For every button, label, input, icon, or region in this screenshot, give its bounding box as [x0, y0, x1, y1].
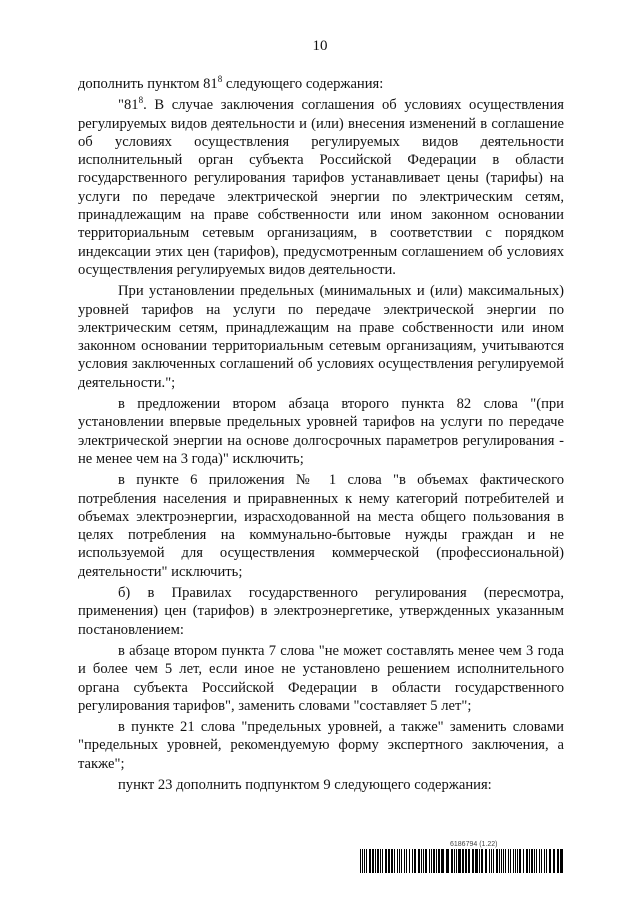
paragraph-text: следующего содержания: [222, 76, 384, 92]
barcode-bar [510, 849, 511, 873]
superscript: 8 [138, 95, 144, 106]
barcode-bar [475, 849, 478, 873]
barcode-bar [382, 849, 383, 873]
barcode-bar [362, 849, 363, 873]
barcode-bar [375, 849, 376, 873]
barcode-bar [508, 849, 509, 873]
barcode-bar [479, 849, 480, 873]
barcode-bar [546, 849, 547, 873]
paragraph [78, 395, 564, 468]
barcode-bar [385, 849, 387, 873]
barcode-bar [394, 849, 395, 873]
paragraph [78, 471, 564, 581]
barcode-bar [496, 849, 498, 873]
barcode-bar [519, 849, 521, 873]
barcode-bar [544, 849, 545, 873]
paragraph [78, 96, 564, 279]
barcode-bar [418, 849, 420, 873]
barcode-bar [515, 849, 516, 873]
barcode-bar [429, 849, 430, 873]
document-code: 6186794 (1.22) [450, 841, 498, 848]
barcode-bar [531, 849, 533, 873]
paragraph-text: пункт 23 дополнить подпунктом 9 следующего содержания: [118, 776, 492, 793]
paragraph-text: в предложении втором абзаца второго пункта 82 слова "(при установлении впервые предельных уровней тарифов на услуги по передаче электрической энергии на основе долгосрочных параметров регулирования - не менее чем на 3 года)" исключить; [78, 396, 564, 467]
barcode-bar [499, 849, 500, 873]
document-footer [360, 840, 565, 873]
barcode-bar [425, 849, 427, 873]
barcode-bar [438, 849, 440, 873]
paragraph [78, 584, 564, 639]
barcode-bar [481, 849, 483, 873]
paragraph [78, 75, 564, 93]
barcode-bar [541, 849, 542, 873]
barcode-bar [472, 849, 474, 873]
barcode-bar [454, 849, 455, 873]
barcode-bar [401, 849, 402, 873]
barcode-bar [468, 849, 470, 873]
barcode-bar [433, 849, 435, 873]
barcode [360, 849, 565, 873]
barcode-bar [431, 849, 432, 873]
paragraph-text: дополнить пунктом 81 [78, 76, 218, 92]
barcode-bar [360, 849, 361, 873]
barcode-bar [446, 849, 449, 873]
superscript: 8 [217, 74, 223, 85]
paragraph [78, 718, 564, 773]
barcode-bar [391, 849, 393, 873]
paragraph-text: в пункте 6 приложения № 1 слова "в объемах фактического потребления населения и приравненных к нему категорий потребителей и объемах электроэнергии, израсходованной на места общего пользования в целях потребления на коммунально-бытовые нужды граждан и не используемой для осуществления коммерческой (профессиональной) деятельности" исключить; [78, 472, 564, 580]
document-body [78, 75, 564, 797]
barcode-bar [557, 849, 559, 873]
paragraph [78, 776, 564, 794]
barcode-bar [513, 849, 514, 873]
barcode-bar [539, 849, 540, 873]
barcode-bar [436, 849, 437, 873]
barcode-bar [549, 849, 551, 873]
paragraph-text: При установлении предельных (минимальных и (или) максимальных) уровней тарифов на услуги по передаче электрической энергии по электрическим сетям, принадлежащим на праве собственности или ином законном основании территориальным сетевым организациям, учитываются условия заключенных соглашений об условиях осуществления регулируемой деятельности."; [78, 283, 564, 391]
barcode-bar [491, 849, 492, 873]
barcode-bar [560, 849, 563, 873]
barcode-bar [458, 849, 461, 873]
barcode-bar [517, 849, 518, 873]
page-number: 10 [312, 38, 328, 54]
barcode-bar [366, 849, 367, 873]
barcode-bar [553, 849, 555, 873]
barcode-bar [409, 849, 410, 873]
barcode-bar [423, 849, 424, 873]
barcode-bar [529, 849, 530, 873]
barcode-bar [489, 849, 490, 873]
barcode-bar [372, 849, 374, 873]
barcode-bar [501, 849, 502, 873]
paragraph [78, 642, 564, 715]
barcode-bar [503, 849, 504, 873]
barcode-bar [377, 849, 379, 873]
barcode-bar [441, 849, 444, 873]
barcode-bar [505, 849, 506, 873]
barcode-bar [412, 849, 413, 873]
paragraph-text: в пункте 21 слова "предельных уровней, а также" заменить словами "предельных уровней, рекомендуемую форму экспертного заключения, а также"; [78, 719, 564, 772]
barcode-bar [462, 849, 464, 873]
barcode-bar [421, 849, 422, 873]
paragraph-text: б) в Правилах государственного регулирования (пересмотра, применения) цен (тарифов) в электроэнергетике, утвержденных указанным постановлением: [78, 585, 564, 638]
barcode-bar [534, 849, 535, 873]
barcode-bar [397, 849, 398, 873]
barcode-bar [369, 849, 371, 873]
barcode-bar [456, 849, 457, 873]
barcode-bar [388, 849, 390, 873]
paragraph [78, 282, 564, 392]
barcode-bar [536, 849, 537, 873]
barcode-bar [414, 849, 416, 873]
barcode-bar [380, 849, 381, 873]
barcode-bar [404, 849, 405, 873]
paragraph-text: . В случае заключения соглашения об условиях осуществления регулируемых видов деятельности и (или) внесения изменений в соглашение об условиях осуществления регулируемых видов деятельности исполнительный орган субъекта Российской Федерации в области государственного регулирования тарифов устанавливает цены (тарифы) на услуги по передаче электрической энергии по электрическим сетям, принадлежащим на праве собственности или ином законном основании территориальным сетевым организациям, в соответствии с порядком индексации этих цен (тарифов), предусмотренным соглашением об условиях осуществления регулируемых видов деятельности. [78, 97, 564, 278]
barcode-bar [493, 849, 494, 873]
barcode-bar [485, 849, 487, 873]
barcode-bar [523, 849, 524, 873]
barcode-bar [465, 849, 467, 873]
paragraph-text: "81 [118, 97, 139, 114]
barcode-bar [364, 849, 365, 873]
barcode-bar [526, 849, 528, 873]
barcode-bar [451, 849, 453, 873]
barcode-graphic [360, 849, 565, 873]
barcode-bar [406, 849, 407, 873]
barcode-bar [399, 849, 400, 873]
paragraph-text: в абзаце втором пункта 7 слова "не может составлять менее чем 3 года и более чем 5 лет, если иное не установлено решением исполнительного органа субъекта Российской Федерации в области государственного регулирования тарифов", заменить словами "составляет 5 лет"; [78, 642, 564, 714]
